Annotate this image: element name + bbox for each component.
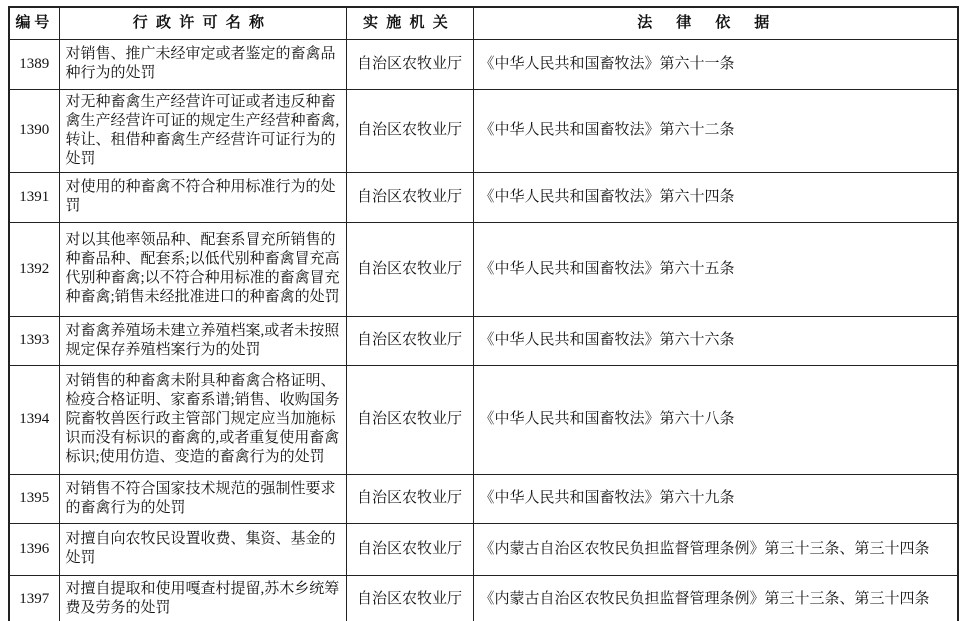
legal-basis: 《内蒙古自治区农牧民负担监督管理条例》第三十三条、第三十四条 [473,575,958,621]
agency: 自治区农牧业厅 [346,89,473,172]
column-header-id: 编号 [9,7,59,39]
table-body [9,39,958,621]
column-header-agency: 实施机关 [346,7,473,39]
agency: 自治区农牧业厅 [346,575,473,621]
table-row [9,474,958,523]
permit-name: 对销售的种畜禽未附具种畜禽合格证明、检疫合格证明、家畜系谱;销售、收购国务院畜牧兽医行政主管部门规定应当加施标识而没有标识的畜禽的,或者重复使用畜禽标识;使用仿造、变造的畜禽行为的处罚 [59,365,346,474]
header-row [9,7,958,39]
legal-basis: 《中华人民共和国畜牧法》第六十二条 [473,89,958,172]
agency: 自治区农牧业厅 [346,222,473,316]
agency: 自治区农牧业厅 [346,474,473,523]
permit-name: 对无种畜禽生产经营许可证或者违反种畜禽生产经营许可证的规定生产经营种畜禽,转让、租借种畜禽生产经营许可证行为的处罚 [59,89,346,172]
agency: 自治区农牧业厅 [346,39,473,89]
legal-basis: 《内蒙古自治区农牧民负担监督管理条例》第三十三条、第三十四条 [473,523,958,575]
legal-basis: 《中华人民共和国畜牧法》第六十八条 [473,365,958,474]
column-header-name: 行政许可名称 [59,7,346,39]
permit-name: 对销售、推广未经审定或者鉴定的畜禽品种行为的处罚 [59,39,346,89]
agency: 自治区农牧业厅 [346,316,473,365]
table-row [9,316,958,365]
legal-basis: 《中华人民共和国畜牧法》第六十九条 [473,474,958,523]
column-header-law: 法律依据 [473,7,958,39]
legal-basis: 《中华人民共和国畜牧法》第六十四条 [473,172,958,222]
row-id: 1396 [9,523,59,575]
table-row [9,365,958,474]
table-row [9,172,958,222]
row-id: 1395 [9,474,59,523]
legal-basis: 《中华人民共和国畜牧法》第六十五条 [473,222,958,316]
agency: 自治区农牧业厅 [346,365,473,474]
table-row [9,222,958,316]
row-id: 1389 [9,39,59,89]
table-row [9,575,958,621]
permit-name: 对使用的种畜禽不符合种用标准行为的处罚 [59,172,346,222]
agency: 自治区农牧业厅 [346,172,473,222]
agency: 自治区农牧业厅 [346,523,473,575]
row-id: 1394 [9,365,59,474]
permit-name: 对擅自提取和使用嘎查村提留,苏木乡统筹费及劳务的处罚 [59,575,346,621]
row-id: 1392 [9,222,59,316]
legal-basis: 《中华人民共和国畜牧法》第六十一条 [473,39,958,89]
legal-basis: 《中华人民共和国畜牧法》第六十六条 [473,316,958,365]
permit-name: 对畜禽养殖场未建立养殖档案,或者未按照规定保存养殖档案行为的处罚 [59,316,346,365]
permit-name: 对擅自向农牧民设置收费、集资、基金的处罚 [59,523,346,575]
table-row [9,89,958,172]
table-header [9,7,958,39]
table-row [9,39,958,89]
permit-name: 对销售不符合国家技术规范的强制性要求的畜禽行为的处罚 [59,474,346,523]
permits-table [8,6,959,621]
permit-name: 对以其他率领品种、配套系冒充所销售的种畜品种、配套系;以低代别种畜禽冒充高代别种畜禽;以不符合种用标准的畜禽冒充种畜禽;销售未经批准进口的种畜禽的处罚 [59,222,346,316]
row-id: 1397 [9,575,59,621]
table-row [9,523,958,575]
row-id: 1391 [9,172,59,222]
row-id: 1393 [9,316,59,365]
row-id: 1390 [9,89,59,172]
